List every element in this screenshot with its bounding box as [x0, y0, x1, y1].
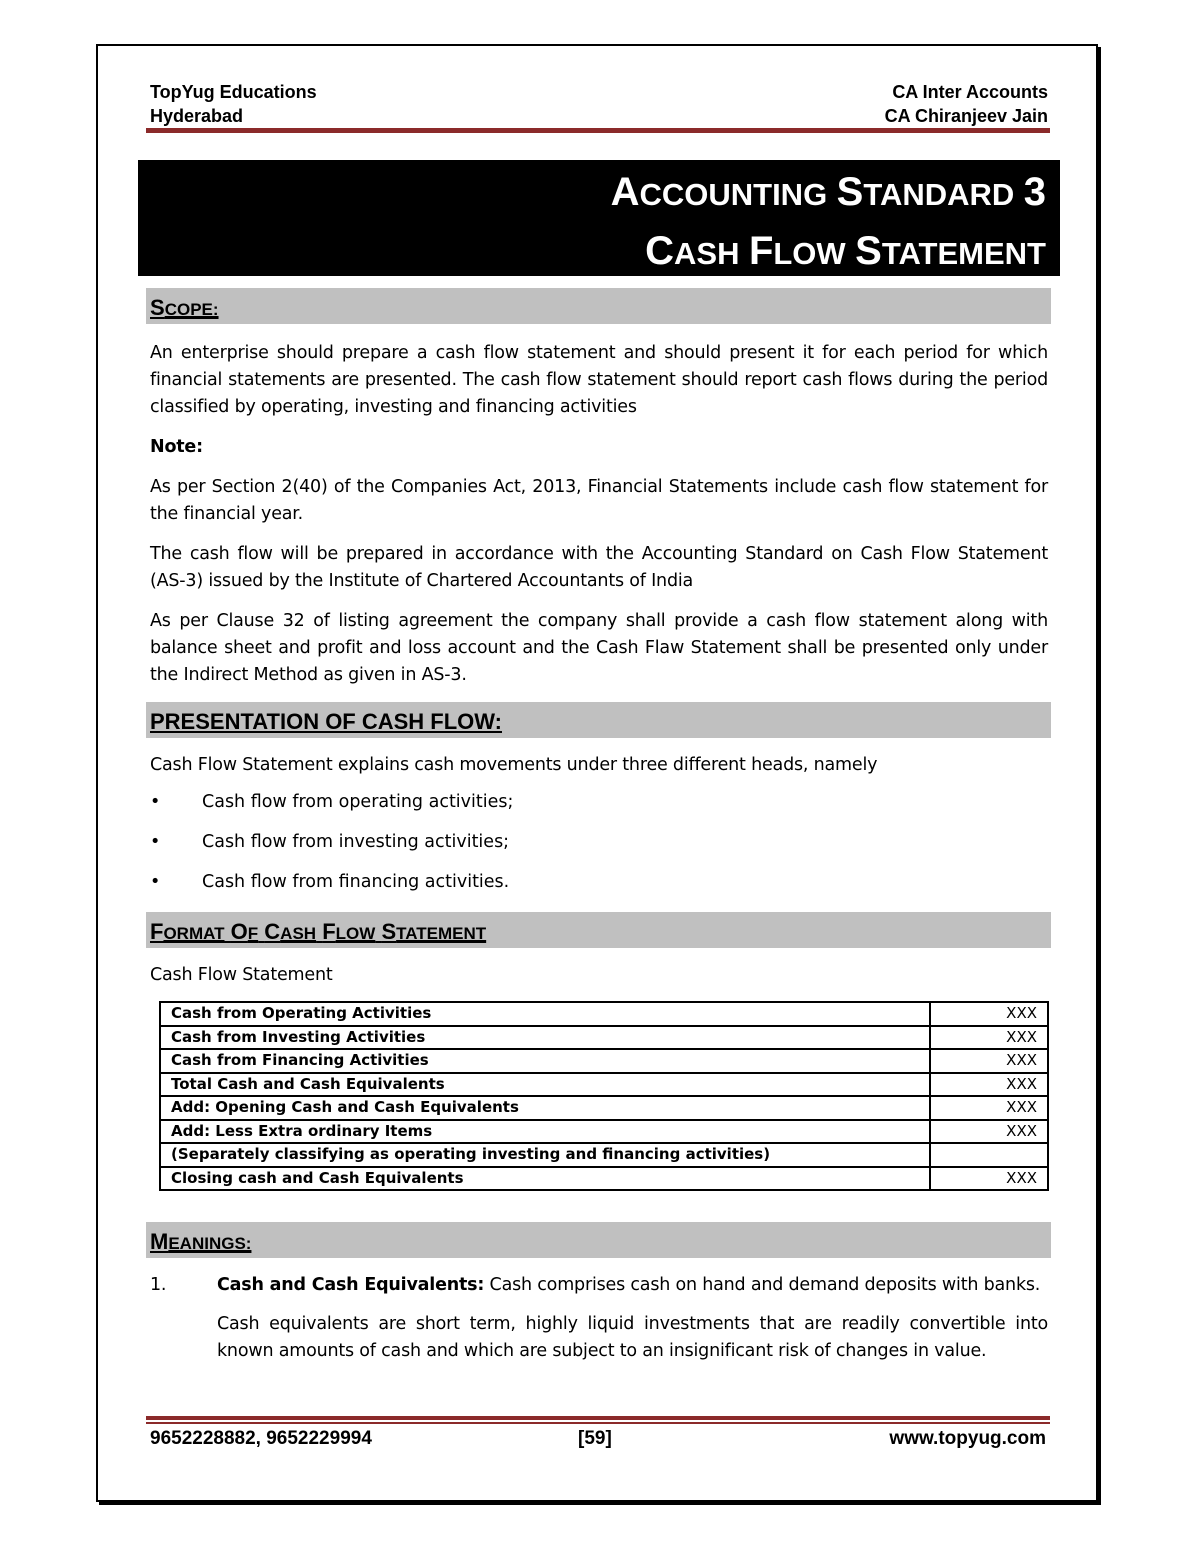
- meaning-definition: Cash and Cash Equivalents: Cash comprises cash on hand and demand deposits with banks.: [217, 1275, 1041, 1295]
- row-label: Closing cash and Cash Equivalents: [160, 1167, 930, 1191]
- meaning-term: Cash and Cash Equivalents:: [217, 1275, 485, 1295]
- footer-rule-thin: [146, 1422, 1050, 1424]
- table-row: [160, 1073, 1048, 1097]
- table-row: [160, 1049, 1048, 1073]
- table-row: [160, 1002, 1048, 1026]
- cash-flow-table: [159, 1001, 1049, 1191]
- row-amount: XXX: [930, 1096, 1048, 1120]
- org-city: Hyderabad: [150, 106, 244, 126]
- author-name: CA Chiranjeev Jain: [884, 106, 1048, 126]
- presentation-intro: Cash Flow Statement explains cash movements under three different heads, namely: [150, 755, 878, 775]
- scope-paragraph-1: An enterprise should prepare a cash flow statement and should present it for each period for which financial statements are presented. The cash flow statement should report cash flows during the period classified by operating, investing and financing activities: [150, 343, 1048, 417]
- row-amount: XXX: [930, 1049, 1048, 1073]
- page-number: [59]: [578, 1428, 612, 1449]
- meaning-number: 1.: [150, 1275, 167, 1295]
- row-label: Total Cash and Cash Equivalents: [160, 1073, 930, 1097]
- org-name: TopYug Educations: [150, 82, 317, 102]
- format-caption: Cash Flow Statement: [150, 965, 333, 985]
- row-amount: XXX: [930, 1120, 1048, 1144]
- format-heading: FORMAT OF CASH FLOW STATEMENT: [146, 912, 1051, 948]
- scope-paragraph-4: As per Clause 32 of listing agreement the company shall provide a cash flow statement along with balance sheet and profit and loss account and the Cash Flaw Statement shall be presented only under the Indirect Method as given in AS-3.: [150, 611, 1048, 685]
- scope-paragraph-2: As per Section 2(40) of the Companies Act, 2013, Financial Statements include cash flow statement for the financial year.: [150, 477, 1048, 524]
- table-row: [160, 1096, 1048, 1120]
- row-amount: [930, 1143, 1048, 1167]
- row-label: Add: Less Extra ordinary Items: [160, 1120, 930, 1144]
- table-row: [160, 1120, 1048, 1144]
- meanings-heading: MEANINGS:: [146, 1222, 1051, 1258]
- presentation-heading: PRESENTATION OF CASH FLOW:: [146, 702, 1051, 738]
- meaning-paragraph-2: Cash equivalents are short term, highly liquid investments that are readily convertible into known amounts of cash and which are subject to an insignificant risk of changes in value.: [217, 1314, 1048, 1361]
- scope-paragraph-3: The cash flow will be prepared in accordance with the Accounting Standard on Cash Flow Statement (AS-3) issued by the Institute of Chartered Accountants of India: [150, 544, 1048, 591]
- row-label: Cash from Financing Activities: [160, 1049, 930, 1073]
- footer-rule: [146, 1416, 1050, 1420]
- title-banner: [138, 160, 1060, 276]
- footer-website[interactable]: www.topyug.com: [889, 1428, 1046, 1449]
- note-label: Note:: [150, 437, 203, 457]
- title-line-1: ACCOUNTING STANDARD 3: [610, 170, 1046, 214]
- table-row: [160, 1167, 1048, 1191]
- row-amount: XXX: [930, 1002, 1048, 1026]
- row-label: Cash from Operating Activities: [160, 1002, 930, 1026]
- header-rule: [146, 128, 1050, 133]
- table-row: [160, 1143, 1048, 1167]
- bullet-icon: •: [150, 792, 161, 812]
- row-label: Cash from Investing Activities: [160, 1026, 930, 1050]
- row-amount: XXX: [930, 1026, 1048, 1050]
- bullet-icon: •: [150, 832, 161, 852]
- title-line-2: CASH FLOW STATEMENT: [645, 229, 1046, 273]
- row-label: (Separately classifying as operating investing and financing activities): [160, 1143, 930, 1167]
- row-amount: XXX: [930, 1073, 1048, 1097]
- bullet-icon: •: [150, 872, 161, 892]
- table-row: [160, 1026, 1048, 1050]
- scope-heading: SCOPE:: [146, 288, 1051, 324]
- course-name: CA Inter Accounts: [892, 82, 1048, 102]
- footer-phones: 9652228882, 9652229994: [150, 1428, 372, 1449]
- row-label: Add: Opening Cash and Cash Equivalents: [160, 1096, 930, 1120]
- row-amount: XXX: [930, 1167, 1048, 1191]
